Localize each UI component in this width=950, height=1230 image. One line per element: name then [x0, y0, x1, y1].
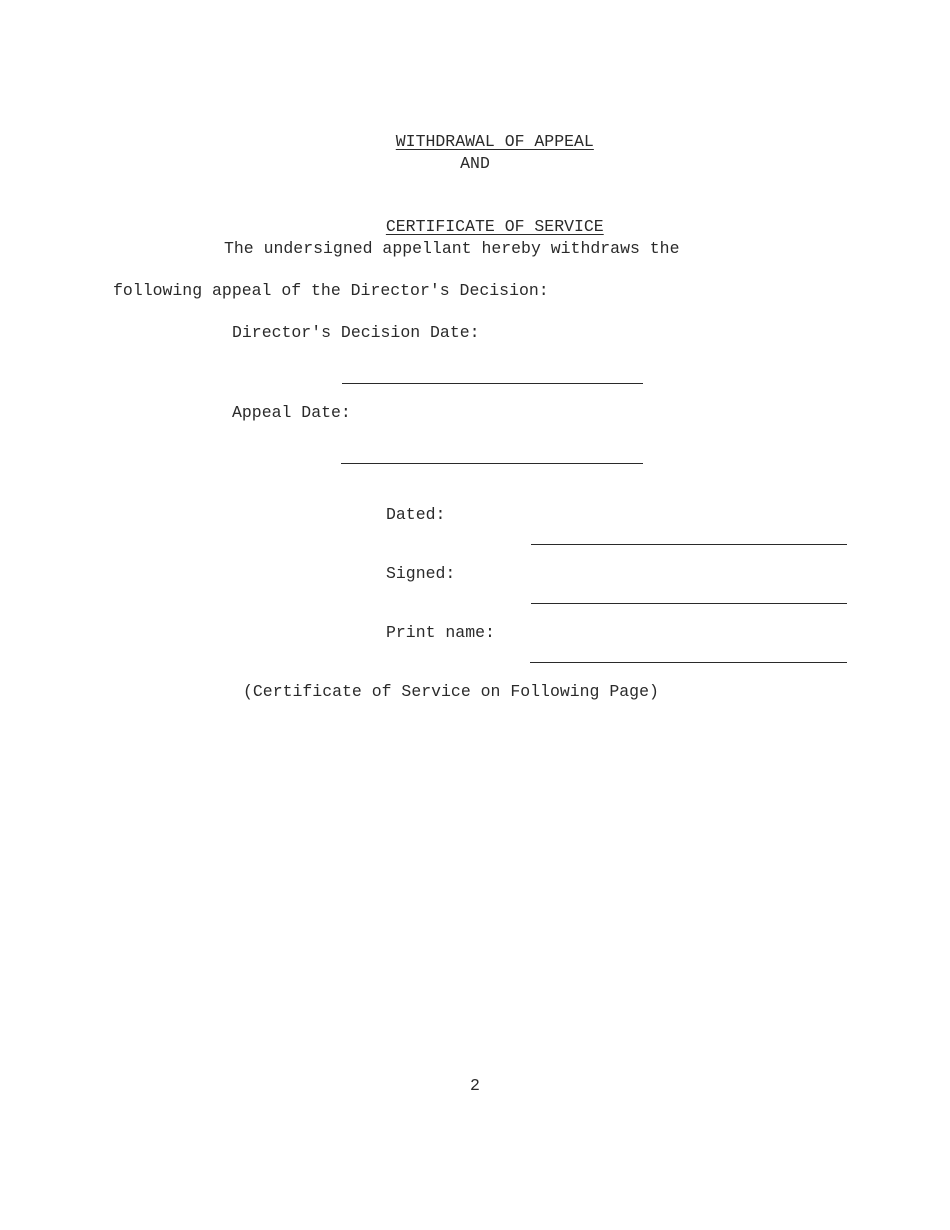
continuation-note: (Certificate of Service on Following Page) [243, 682, 659, 701]
title-conjunction: AND [460, 154, 490, 173]
dated-label: Dated: [386, 505, 446, 524]
appeal-date-label: Appeal Date: [232, 403, 351, 422]
page-number: 2 [470, 1076, 480, 1095]
print-name-blank-line[interactable] [530, 662, 847, 663]
print-name-label: Print name: [386, 623, 495, 642]
decision-date-blank-line[interactable] [342, 383, 643, 384]
dated-blank-line[interactable] [531, 544, 847, 545]
decision-date-label: Director's Decision Date: [232, 323, 480, 342]
subtitle-text: CERTIFICATE OF SERVICE [385, 217, 604, 236]
signature-blank-line[interactable] [531, 603, 847, 604]
intro-paragraph-line-2: following appeal of the Director's Decision: [113, 281, 549, 300]
intro-paragraph-line-1: The undersigned appellant hereby withdraws the [224, 239, 680, 258]
signed-label: Signed: [386, 564, 456, 583]
appeal-date-blank-line[interactable] [341, 463, 643, 464]
title-text: WITHDRAWAL OF APPEAL [395, 132, 594, 151]
